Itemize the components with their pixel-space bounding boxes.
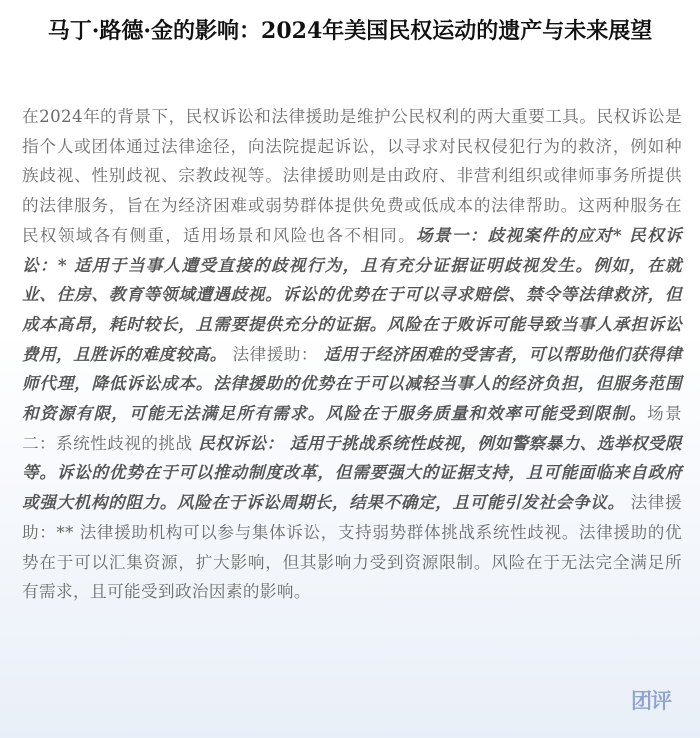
body-segment-emphasis: 适用于经济困难的受害者，可以帮助他们获得律师代理，降低诉讼成本。法律援助的优势在于可以减轻当事人的经济负担，但服务范围和资源有限，可能无法满足所有需求。风险在于服务质量和效率可能受到限制。 <box>22 343 682 424</box>
watermark-logo: 团评 <box>631 689 671 713</box>
body-segment-emphasis: 民权诉讼： 适用于挑战系统性歧视，例如警察暴力、选举权受限等。诉讼的优势在于可以推动制度改革，但需要强大的证据支持，且可能面临来自政府或强大机构的阻力。风险在于诉讼周期长，结果不确定，且可能引发社会争议。 <box>22 432 682 513</box>
body-segment-plain: 场景二：系统性歧视的挑战 <box>22 404 682 453</box>
body-segment-emphasis: 场景一：歧视案件的应对* 民权诉讼：* 适用于当事人遭受直接的歧视行为，且有充分证据证明歧视发生。例如，在就业、住房、教育等领域遭遇歧视。诉讼的优势在于可以寻求赔偿、禁令等法律救济，但成本高昂，耗时较长，且需要提供充分的证据。风险在于败诉可能导致当事人承担诉讼费用，且胜诉的难度较高。 <box>22 224 682 364</box>
body-segment-plain: 在2024年的背景下，民权诉讼和法律援助是维护公民权利的两大重要工具。民权诉讼是指个人或团体通过法律途径，向法院提起诉讼，以寻求对民权侵犯行为的救济，例如种族歧视、性别歧视、宗教歧视等。法律援助则是由政府、非营利组织或律师事务所提供的法律服务，旨在为经济困难或弱势群体提供免费或低成本的法律帮助。这两种服务在民权领域各有侧重，适用场景和风险也各不相同。 <box>22 107 682 245</box>
article-body <box>22 102 682 607</box>
body-segment-plain: 法律援助： <box>226 344 324 364</box>
article-title: 马丁·路德·金的影响：2024年美国民权运动的遗产与未来展望 <box>47 18 653 44</box>
body-segment-plain: 法律援助：** 法律援助机构可以参与集体诉讼，支持弱势群体挑战系统性歧视。法律援助的优势在于可以汇集资源，扩大影响，但其影响力受到资源限制。风险在于无法完全满足所有需求，且可能受到政治因素的影响。 <box>22 493 683 602</box>
